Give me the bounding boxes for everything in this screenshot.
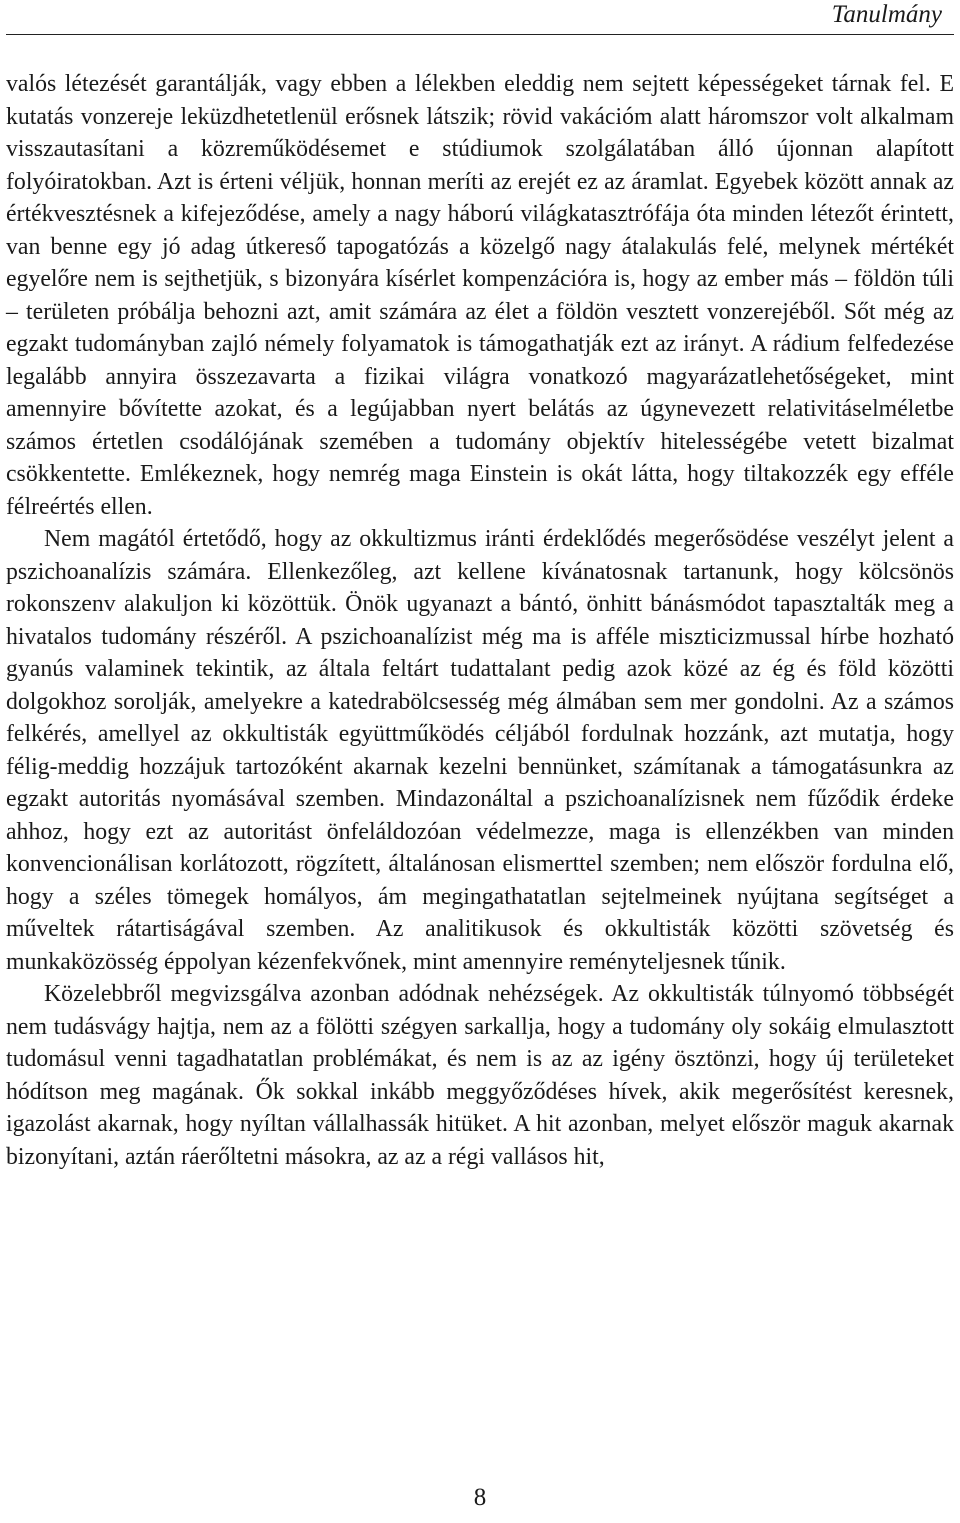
paragraph-3: Közelebbről megvizsgálva azonban adódnak nehézségek. Az okkultisták túlnyomó többségét nem tudásvágy hajtja, nem az a fölötti szégyen sarkallja, hogy a tudomány oly sokáig elmulasztott tudomásul venni tagadhatatlan problémákat, és nem is az az igény ösztönzi, hogy új területeket hódítson meg magának. Ők sokkal inkább meggyőződéses hívek, akik megerősítést keresnek, igazolást akarnak, hogy nyíltan vállalhassák hitüket. A hit azonban, melyet először maguk akarnak bizonyítani, aztán ráerőltetni másokra, az az a régi vallásos hit, — [6, 981, 954, 1170]
paragraph-1: valós létezését garantálják, vagy ebben a lélekben eleddig nem sejtett képességeket tárnak fel. E kutatás vonzereje leküzdhetetlenül erősnek látszik; rövid vakációm alatt háromszor volt alkalmam visszautasítani a közreműködésemet e stúdiumok szolgálatában álló újonnan alapított folyóiratokban. Azt is érteni véljük, honnan meríti az erejét ez az áramlat. Egyebek között annak az értékvesztésnek a kifejeződése, amely a nagy háború világkatasztrófája óta minden létezőt érintett, van benne egy jó adag útkereső tapogatózás a közelgő nagy átalakulás felé, melynek mértékét egyelőre nem is sejthetjük, s bizonyára kísérlet kompenzációra is, hogy az ember más – földön túli – területen próbálja behozni azt, amit számára az élet a földön vesztett vonzerejéből. Sőt még az egzakt tudományban zajló némely folyamatok is támogathatják ezt az irányt. A rádium felfedezése legalább annyira összezavarta a fizikai világra vonatkozó magyarázatlehetőségeket, mint amennyire bővítette azokat, és a legújabban nyert belátás az úgynevezett relativitáselméletbe számos értetlen csodálójának szemében a tudomány objektív hitelességébe vetett bizalmat csökkentette. Emlékeznek, hogy nemrég maga Einstein is okát látta, hogy tiltakozzék egy efféle félreértés ellen. — [6, 71, 954, 520]
running-header — [6, 0, 954, 35]
page-number: 8 — [473, 1484, 487, 1511]
paragraph-2: Nem magától értetődő, hogy az okkultizmus iránti érdeklődés megerősödése veszélyt jelent a pszichoanalízis számára. Ellenkezőleg, azt kellene kívánatosnak tartanunk, hogy kölcsönös rokonszenv alakuljon ki közöttük. Önök ugyanazt a bántó, önhitt bánásmódot tapasztalták meg a hivatalos tudomány részéről. A pszichoanalízist még ma is afféle miszticizmussal hírbe hozható gyanús valaminek tekintik, az általa feltárt tudattalant pedig azok közé az ég és föld közötti dolgokhoz sorolják, amelyekre a katedrabölcsesség még álmában sem mer gondolni. Az a számos felkérés, amellyel az okkultisták együttműködés céljából fordulnak hozzánk, azt mutatja, hogy félig-meddig hozzájuk tartozóként akarnak kezelni bennünket, számítanak a támogatásunkra az egzakt autoritás nyomásával szemben. Mindazonáltal a pszichoanalízisnek nem fűződik érdeke ahhoz, hogy ezt az autoritást önfeláldozóan védelmezze, maga is ellenzékben van minden konvencionálisan korlátozott, rögzített, általánosan elismerttel szemben; nem először fordulna elő, hogy a széles tömegek homályos, ám megingathatatlan sejtelmeinek nyújtana segítséget a műveltek rátartiságával szemben. Az analitikusok és okkultisták közötti szövetség és munkaközösség éppolyan kézenfekvőnek, mint amennyire reményteljesnek tűnik. — [6, 526, 954, 975]
section-title: Tanulmány — [831, 1, 942, 28]
article-body — [6, 68, 954, 1173]
